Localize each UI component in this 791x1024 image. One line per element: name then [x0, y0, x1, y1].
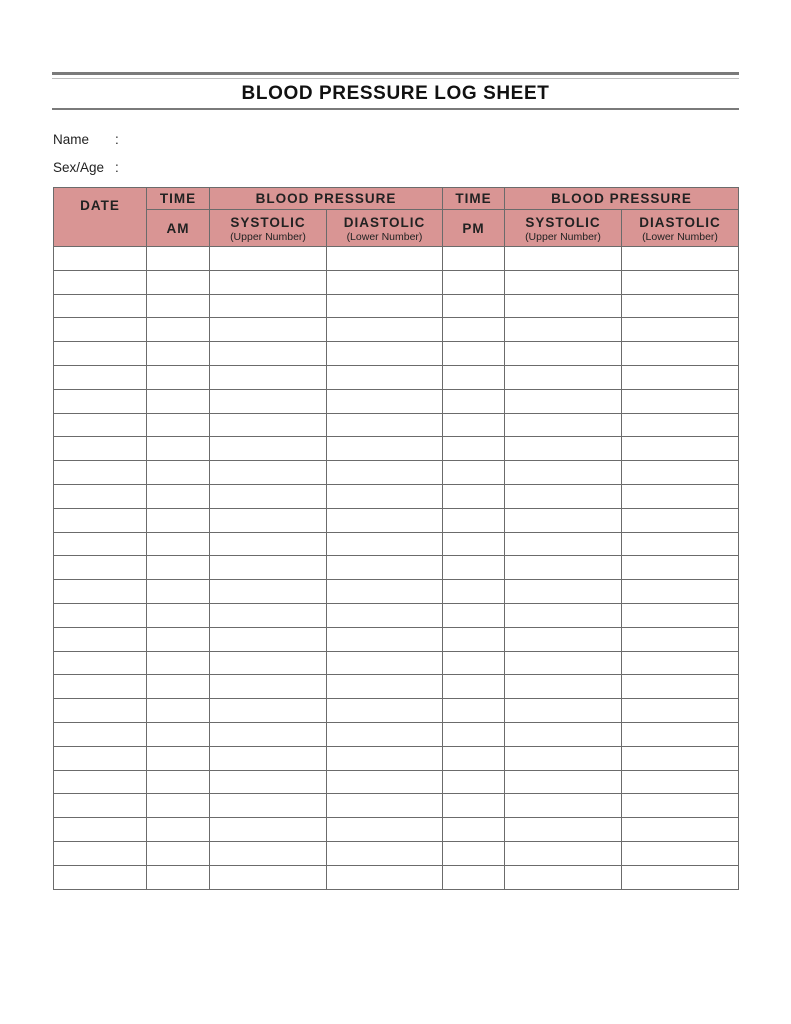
am-systolic-cell[interactable] [210, 603, 327, 627]
am-systolic-cell[interactable] [210, 413, 327, 437]
log-row [54, 651, 739, 675]
pm-systolic-cell[interactable] [505, 627, 622, 651]
am-systolic-cell[interactable] [210, 365, 327, 389]
am-diastolic-cell[interactable] [327, 532, 443, 556]
pm-time-cell[interactable] [443, 675, 505, 699]
am-label: AM [147, 210, 210, 247]
log-row [54, 818, 739, 842]
pm-blood-pressure-header: BLOOD PRESSURE [505, 188, 739, 210]
pm-diastolic-cell[interactable] [622, 699, 739, 723]
am-diastolic-cell[interactable] [327, 818, 443, 842]
pm-time-cell[interactable] [443, 865, 505, 889]
am-systolic-cell[interactable] [210, 794, 327, 818]
pm-systolic-cell[interactable] [505, 413, 622, 437]
log-row [54, 699, 739, 723]
pm-diastolic-cell[interactable] [622, 342, 739, 366]
log-row [54, 556, 739, 580]
am-diastolic-cell[interactable] [327, 699, 443, 723]
am-time-cell[interactable] [147, 294, 210, 318]
log-row [54, 532, 739, 556]
date-cell[interactable] [54, 342, 147, 366]
log-row [54, 413, 739, 437]
pm-systolic-cell[interactable] [505, 437, 622, 461]
am-systolic-cell[interactable] [210, 342, 327, 366]
am-systolic-cell[interactable] [210, 627, 327, 651]
pm-diastolic-cell[interactable] [622, 461, 739, 485]
am-diastolic-cell[interactable] [327, 556, 443, 580]
am-time-header: TIME [147, 188, 210, 210]
pm-systolic-cell[interactable] [505, 389, 622, 413]
pm-diastolic-cell[interactable] [622, 247, 739, 271]
pm-systolic-sub: (Upper Number) [525, 231, 601, 243]
pm-diastolic-cell[interactable] [622, 532, 739, 556]
am-diastolic-cell[interactable] [327, 722, 443, 746]
am-diastolic-cell[interactable] [327, 746, 443, 770]
am-systolic-cell[interactable] [210, 484, 327, 508]
pm-diastolic-cell[interactable] [622, 484, 739, 508]
am-systolic-label: SYSTOLIC [230, 215, 306, 230]
log-row [54, 461, 739, 485]
pm-time-cell[interactable] [443, 556, 505, 580]
pm-time-cell[interactable] [443, 461, 505, 485]
pm-systolic-cell[interactable] [505, 342, 622, 366]
log-row [54, 389, 739, 413]
date-cell[interactable] [54, 722, 147, 746]
date-cell[interactable] [54, 627, 147, 651]
pm-diastolic-cell[interactable] [622, 603, 739, 627]
am-diastolic-cell[interactable] [327, 365, 443, 389]
pm-diastolic-cell[interactable] [622, 389, 739, 413]
pm-systolic-label: SYSTOLIC [525, 215, 601, 230]
am-systolic-cell[interactable] [210, 770, 327, 794]
am-systolic-cell[interactable] [210, 699, 327, 723]
title-rule-bottom [52, 108, 739, 110]
pm-time-cell[interactable] [443, 841, 505, 865]
pm-diastolic-cell[interactable] [622, 580, 739, 604]
am-time-cell[interactable] [147, 651, 210, 675]
am-time-cell[interactable] [147, 413, 210, 437]
pm-time-cell[interactable] [443, 651, 505, 675]
pm-diastolic-cell[interactable] [622, 770, 739, 794]
pm-systolic-cell[interactable] [505, 556, 622, 580]
pm-systolic-cell[interactable] [505, 247, 622, 271]
pm-time-cell[interactable] [443, 818, 505, 842]
pm-systolic-cell[interactable] [505, 722, 622, 746]
am-time-cell[interactable] [147, 818, 210, 842]
am-time-cell[interactable] [147, 437, 210, 461]
date-cell[interactable] [54, 413, 147, 437]
am-systolic-cell[interactable] [210, 556, 327, 580]
am-diastolic-cell[interactable] [327, 413, 443, 437]
am-diastolic-cell[interactable] [327, 342, 443, 366]
pm-systolic-cell[interactable] [505, 841, 622, 865]
pm-time-cell[interactable] [443, 437, 505, 461]
am-time-cell[interactable] [147, 389, 210, 413]
am-diastolic-cell[interactable] [327, 270, 443, 294]
pm-systolic-cell[interactable] [505, 365, 622, 389]
log-body [54, 247, 739, 890]
pm-diastolic-cell[interactable] [622, 627, 739, 651]
am-systolic-cell[interactable] [210, 318, 327, 342]
pm-diastolic-label: DIASTOLIC [639, 215, 721, 230]
am-time-cell[interactable] [147, 342, 210, 366]
date-cell[interactable] [54, 651, 147, 675]
title-rule-thin [52, 78, 739, 79]
date-cell[interactable] [54, 532, 147, 556]
pm-time-cell[interactable] [443, 580, 505, 604]
pm-diastolic-header [622, 210, 739, 247]
am-systolic-cell[interactable] [210, 746, 327, 770]
sexage-field-row [53, 160, 327, 175]
pm-diastolic-cell[interactable] [622, 294, 739, 318]
pm-systolic-cell[interactable] [505, 699, 622, 723]
date-cell[interactable] [54, 865, 147, 889]
am-time-cell[interactable] [147, 532, 210, 556]
title-rule-top [52, 72, 739, 75]
pm-time-cell[interactable] [443, 365, 505, 389]
log-row [54, 318, 739, 342]
pm-diastolic-cell[interactable] [622, 794, 739, 818]
am-systolic-cell[interactable] [210, 651, 327, 675]
am-diastolic-label: DIASTOLIC [343, 215, 426, 230]
am-time-cell[interactable] [147, 580, 210, 604]
date-cell[interactable] [54, 794, 147, 818]
pm-diastolic-cell[interactable] [622, 270, 739, 294]
pm-diastolic-cell[interactable] [622, 365, 739, 389]
pm-systolic-header [505, 210, 622, 247]
pm-time-cell[interactable] [443, 722, 505, 746]
pm-systolic-cell[interactable] [505, 865, 622, 889]
date-cell[interactable] [54, 389, 147, 413]
am-time-cell[interactable] [147, 556, 210, 580]
pm-diastolic-cell[interactable] [622, 437, 739, 461]
log-row [54, 437, 739, 461]
log-row [54, 603, 739, 627]
log-row [54, 794, 739, 818]
am-blood-pressure-header: BLOOD PRESSURE [210, 188, 443, 210]
log-row [54, 722, 739, 746]
pm-label: PM [443, 210, 505, 247]
pm-time-cell[interactable] [443, 532, 505, 556]
pm-time-cell[interactable] [443, 389, 505, 413]
am-diastolic-cell[interactable] [327, 841, 443, 865]
pm-diastolic-cell[interactable] [622, 318, 739, 342]
am-systolic-cell[interactable] [210, 841, 327, 865]
name-label: Name [53, 132, 90, 147]
am-diastolic-cell[interactable] [327, 865, 443, 889]
am-time-cell[interactable] [147, 603, 210, 627]
log-row [54, 841, 739, 865]
pm-time-cell[interactable] [443, 413, 505, 437]
date-cell[interactable] [54, 270, 147, 294]
am-diastolic-cell[interactable] [327, 603, 443, 627]
am-diastolic-cell[interactable] [327, 247, 443, 271]
log-row [54, 508, 739, 532]
pm-systolic-cell[interactable] [505, 294, 622, 318]
date-cell[interactable] [54, 699, 147, 723]
pm-diastolic-cell[interactable] [622, 722, 739, 746]
log-row [54, 342, 739, 366]
am-systolic-cell[interactable] [210, 461, 327, 485]
date-cell[interactable] [54, 580, 147, 604]
pm-time-cell[interactable] [443, 294, 505, 318]
log-row [54, 270, 739, 294]
am-diastolic-cell[interactable] [327, 461, 443, 485]
am-systolic-cell[interactable] [210, 389, 327, 413]
date-cell[interactable] [54, 365, 147, 389]
am-diastolic-cell[interactable] [327, 508, 443, 532]
pm-time-cell[interactable] [443, 627, 505, 651]
log-row [54, 294, 739, 318]
pm-time-cell[interactable] [443, 318, 505, 342]
pm-systolic-cell[interactable] [505, 675, 622, 699]
pm-time-cell[interactable] [443, 270, 505, 294]
am-systolic-cell[interactable] [210, 818, 327, 842]
am-time-cell[interactable] [147, 841, 210, 865]
am-diastolic-cell[interactable] [327, 770, 443, 794]
date-cell[interactable] [54, 603, 147, 627]
am-time-cell[interactable] [147, 770, 210, 794]
am-diastolic-cell[interactable] [327, 794, 443, 818]
am-systolic-cell[interactable] [210, 532, 327, 556]
pm-time-cell[interactable] [443, 794, 505, 818]
date-cell[interactable] [54, 508, 147, 532]
pm-time-cell[interactable] [443, 699, 505, 723]
am-systolic-header [210, 210, 327, 247]
am-systolic-cell[interactable] [210, 580, 327, 604]
am-time-cell[interactable] [147, 365, 210, 389]
pm-systolic-cell[interactable] [505, 270, 622, 294]
am-diastolic-cell[interactable] [327, 437, 443, 461]
pm-systolic-cell[interactable] [505, 461, 622, 485]
am-time-cell[interactable] [147, 865, 210, 889]
am-time-cell[interactable] [147, 270, 210, 294]
name-field-row [53, 132, 327, 147]
date-cell[interactable] [54, 841, 147, 865]
pm-time-cell[interactable] [443, 603, 505, 627]
pm-systolic-cell[interactable] [505, 794, 622, 818]
am-diastolic-cell[interactable] [327, 294, 443, 318]
log-row [54, 865, 739, 889]
am-time-cell[interactable] [147, 675, 210, 699]
log-row [54, 746, 739, 770]
am-diastolic-cell[interactable] [327, 318, 443, 342]
am-time-cell[interactable] [147, 247, 210, 271]
date-cell[interactable] [54, 484, 147, 508]
am-systolic-cell[interactable] [210, 437, 327, 461]
sexage-label: Sex/Age [53, 160, 105, 175]
pm-diastolic-cell[interactable] [622, 556, 739, 580]
blood-pressure-log-table [53, 187, 739, 890]
pm-systolic-cell[interactable] [505, 651, 622, 675]
pm-systolic-cell[interactable] [505, 580, 622, 604]
pm-diastolic-cell[interactable] [622, 746, 739, 770]
am-systolic-cell[interactable] [210, 675, 327, 699]
am-time-cell[interactable] [147, 794, 210, 818]
log-row [54, 365, 739, 389]
pm-diastolic-cell[interactable] [622, 675, 739, 699]
pm-systolic-cell[interactable] [505, 818, 622, 842]
pm-diastolic-cell[interactable] [622, 865, 739, 889]
am-diastolic-cell[interactable] [327, 627, 443, 651]
pm-systolic-cell[interactable] [505, 532, 622, 556]
pm-time-cell[interactable] [443, 746, 505, 770]
date-cell[interactable] [54, 318, 147, 342]
pm-time-cell[interactable] [443, 508, 505, 532]
date-cell[interactable] [54, 294, 147, 318]
am-systolic-cell[interactable] [210, 247, 327, 271]
date-cell[interactable] [54, 770, 147, 794]
pm-systolic-cell[interactable] [505, 770, 622, 794]
pm-diastolic-cell[interactable] [622, 841, 739, 865]
am-diastolic-cell[interactable] [327, 651, 443, 675]
am-systolic-cell[interactable] [210, 270, 327, 294]
log-row [54, 627, 739, 651]
date-header: DATE [54, 188, 147, 247]
am-diastolic-cell[interactable] [327, 484, 443, 508]
am-time-cell[interactable] [147, 508, 210, 532]
date-cell[interactable] [54, 556, 147, 580]
pm-systolic-cell[interactable] [505, 318, 622, 342]
am-time-cell[interactable] [147, 746, 210, 770]
pm-systolic-cell[interactable] [505, 484, 622, 508]
am-time-cell[interactable] [147, 484, 210, 508]
am-time-cell[interactable] [147, 722, 210, 746]
am-time-cell[interactable] [147, 699, 210, 723]
log-row [54, 675, 739, 699]
pm-systolic-cell[interactable] [505, 746, 622, 770]
pm-time-cell[interactable] [443, 484, 505, 508]
pm-time-cell[interactable] [443, 342, 505, 366]
am-diastolic-cell[interactable] [327, 675, 443, 699]
date-cell[interactable] [54, 247, 147, 271]
am-systolic-cell[interactable] [210, 865, 327, 889]
pm-diastolic-cell[interactable] [622, 651, 739, 675]
date-cell[interactable] [54, 746, 147, 770]
pm-systolic-cell[interactable] [505, 603, 622, 627]
pm-diastolic-cell[interactable] [622, 413, 739, 437]
pm-diastolic-cell[interactable] [622, 508, 739, 532]
am-diastolic-sub: (Lower Number) [346, 231, 423, 243]
date-cell[interactable] [54, 675, 147, 699]
pm-diastolic-sub: (Lower Number) [642, 231, 718, 243]
am-systolic-cell[interactable] [210, 722, 327, 746]
pm-diastolic-cell[interactable] [622, 818, 739, 842]
pm-time-header: TIME [443, 188, 505, 210]
name-colon: : [115, 132, 119, 147]
am-time-cell[interactable] [147, 318, 210, 342]
date-cell[interactable] [54, 461, 147, 485]
date-cell[interactable] [54, 437, 147, 461]
pm-time-cell[interactable] [443, 247, 505, 271]
am-systolic-sub: (Upper Number) [230, 231, 306, 243]
am-time-cell[interactable] [147, 627, 210, 651]
log-row [54, 247, 739, 271]
page-title: BLOOD PRESSURE LOG SHEET [241, 83, 550, 104]
am-time-cell[interactable] [147, 461, 210, 485]
am-diastolic-cell[interactable] [327, 389, 443, 413]
log-row [54, 770, 739, 794]
log-row [54, 580, 739, 604]
log-row [54, 484, 739, 508]
am-systolic-cell[interactable] [210, 508, 327, 532]
pm-systolic-cell[interactable] [505, 508, 622, 532]
am-diastolic-header [327, 210, 443, 247]
pm-time-cell[interactable] [443, 770, 505, 794]
sexage-colon: : [115, 160, 119, 175]
am-diastolic-cell[interactable] [327, 580, 443, 604]
date-cell[interactable] [54, 818, 147, 842]
am-systolic-cell[interactable] [210, 294, 327, 318]
